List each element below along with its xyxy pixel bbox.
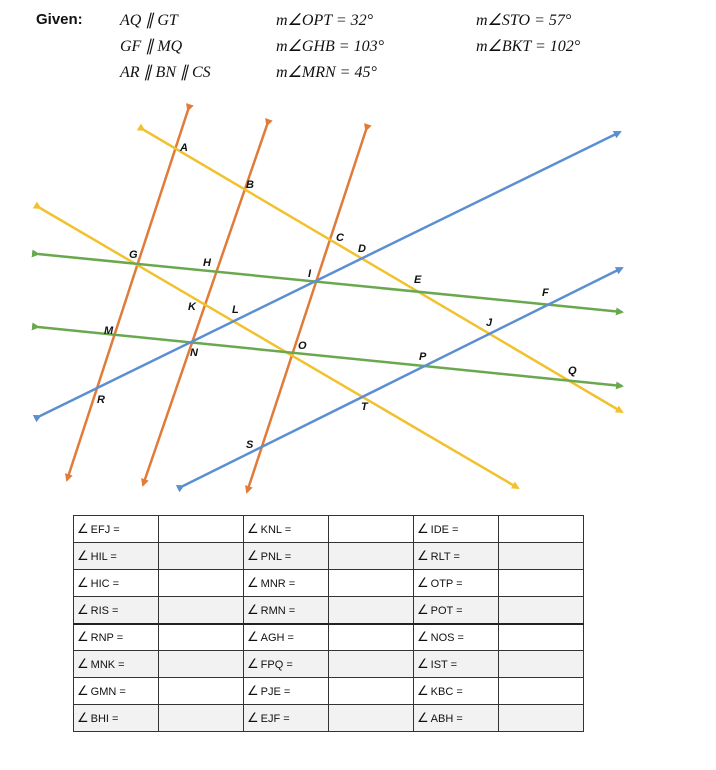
angle-label: IDE = xyxy=(430,524,459,536)
angle-label-cell xyxy=(74,597,159,624)
answer-cell[interactable] xyxy=(499,543,584,570)
angle-label-cell xyxy=(414,651,499,678)
geometry-figure xyxy=(0,100,716,500)
answer-cell[interactable] xyxy=(329,543,414,570)
angle-label-cell xyxy=(74,570,159,597)
angle-label: HIL = xyxy=(90,551,117,563)
angle-label: PJE = xyxy=(260,686,291,698)
answer-cell[interactable] xyxy=(159,516,244,543)
angle-label-cell xyxy=(414,570,499,597)
angle-symbol: ∠ xyxy=(417,656,429,671)
point-label-M: M xyxy=(104,325,114,337)
parallel-statement: AR ∥ BN ∥ CS xyxy=(120,64,211,81)
angle-label: ABH = xyxy=(430,713,463,725)
line-CS xyxy=(247,130,366,492)
answer-cell[interactable] xyxy=(159,624,244,651)
table-row xyxy=(74,597,584,624)
angle-label-cell xyxy=(414,543,499,570)
angle-measure: m∠MRN = 45° xyxy=(276,64,377,81)
point-label-G: G xyxy=(129,249,138,261)
angle-label: EJF = xyxy=(260,713,290,725)
point-label-E: E xyxy=(414,274,422,286)
answer-cell[interactable] xyxy=(499,624,584,651)
angle-label: RMN = xyxy=(260,604,296,617)
answer-cell[interactable] xyxy=(159,678,244,705)
angle-label: RLT = xyxy=(430,551,460,563)
angle-label-cell xyxy=(244,543,329,570)
angle-label: KNL = xyxy=(260,524,292,536)
angle-label: AGH = xyxy=(260,632,294,645)
angle-label: GMN = xyxy=(90,686,126,698)
angle-label-cell xyxy=(244,678,329,705)
angle-label-cell xyxy=(244,705,329,732)
answer-cell[interactable] xyxy=(159,705,244,732)
answer-cell[interactable] xyxy=(159,543,244,570)
angle-label: MNK = xyxy=(90,659,125,671)
point-label-O: O xyxy=(298,340,307,352)
angle-label: PNL = xyxy=(260,551,292,563)
parallel-statements xyxy=(120,8,270,86)
angle-symbol: ∠ xyxy=(417,521,429,536)
line-RI xyxy=(40,132,620,416)
point-label-T: T xyxy=(361,401,368,413)
answer-cell[interactable] xyxy=(329,516,414,543)
point-label-H: H xyxy=(203,257,211,269)
angle-label-cell xyxy=(244,651,329,678)
answer-cell[interactable] xyxy=(329,624,414,651)
answer-cell[interactable] xyxy=(329,651,414,678)
angle-answer-table xyxy=(73,515,584,732)
answer-cell[interactable] xyxy=(159,597,244,624)
point-label-P: P xyxy=(419,351,427,363)
point-label-K: K xyxy=(188,301,196,313)
point-label-F: F xyxy=(542,287,549,299)
angle-symbol: ∠ xyxy=(247,710,259,725)
angle-label: MNR = xyxy=(260,578,296,590)
angle-label: NOS = xyxy=(430,632,464,645)
angle-symbol: ∠ xyxy=(77,575,89,590)
angle-label-cell xyxy=(414,624,499,651)
angle-symbol: ∠ xyxy=(247,656,259,671)
angle-label: IST = xyxy=(430,659,458,671)
angle-label: POT = xyxy=(430,604,463,617)
angle-label-cell xyxy=(74,651,159,678)
point-label-Q: Q xyxy=(568,365,577,377)
angle-measure: m∠OPT = 32° xyxy=(276,12,374,29)
table-row xyxy=(74,543,584,570)
angle-symbol: ∠ xyxy=(77,548,89,563)
answer-cell[interactable] xyxy=(329,705,414,732)
point-label-L: L xyxy=(232,304,239,316)
angle-symbol: ∠ xyxy=(417,575,429,590)
table-row xyxy=(74,570,584,597)
angle-label: KBC = xyxy=(430,686,463,698)
angle-measure: m∠STO = 57° xyxy=(476,12,572,29)
point-label-I: I xyxy=(308,268,312,280)
angle-symbol: ∠ xyxy=(77,683,89,698)
angle-symbol: ∠ xyxy=(417,629,429,645)
angle-measure: m∠BKT = 102° xyxy=(476,38,581,55)
angle-symbol: ∠ xyxy=(417,683,429,698)
answer-cell[interactable] xyxy=(499,516,584,543)
answer-cell[interactable] xyxy=(499,651,584,678)
angle-symbol: ∠ xyxy=(417,548,429,563)
table-row xyxy=(74,516,584,543)
angle-label: RIS = xyxy=(90,604,119,617)
angle-symbol: ∠ xyxy=(417,710,429,725)
angle-label-cell xyxy=(414,516,499,543)
angle-symbol: ∠ xyxy=(247,601,259,617)
angle-symbol: ∠ xyxy=(77,629,89,645)
angle-symbol: ∠ xyxy=(247,575,259,590)
angle-label-cell xyxy=(74,678,159,705)
angle-label-cell xyxy=(244,624,329,651)
angle-symbol: ∠ xyxy=(77,521,89,536)
angle-symbol: ∠ xyxy=(77,710,89,725)
angle-label-cell xyxy=(414,678,499,705)
angle-symbol: ∠ xyxy=(247,548,259,563)
point-label-D: D xyxy=(358,243,366,255)
angle-label-cell xyxy=(74,624,159,651)
answer-cell[interactable] xyxy=(159,651,244,678)
point-label-S: S xyxy=(246,439,254,451)
point-label-N: N xyxy=(190,347,198,359)
angle-label-cell xyxy=(414,597,499,624)
angle-label: EFJ = xyxy=(90,524,120,536)
line-GT xyxy=(40,208,518,488)
angle-label: HIC = xyxy=(90,578,120,590)
angle-label-cell xyxy=(244,597,329,624)
angle-measures-col1 xyxy=(276,8,384,86)
angle-label-cell xyxy=(74,543,159,570)
point-label-B: B xyxy=(246,179,254,191)
angle-symbol: ∠ xyxy=(77,656,89,671)
answer-cell[interactable] xyxy=(499,678,584,705)
answer-cell[interactable] xyxy=(499,570,584,597)
angle-symbol: ∠ xyxy=(247,521,259,536)
angle-label: RNP = xyxy=(90,632,124,645)
angle-measures-col2 xyxy=(476,8,580,60)
angle-symbol: ∠ xyxy=(247,683,259,698)
answer-cell[interactable] xyxy=(329,597,414,624)
table-row xyxy=(74,651,584,678)
answer-cell[interactable] xyxy=(159,570,244,597)
answer-cell[interactable] xyxy=(499,597,584,624)
given-label: Given: xyxy=(36,11,83,28)
line-AR xyxy=(67,110,188,480)
answer-cell[interactable] xyxy=(329,570,414,597)
parallel-statement: AQ ∥ GT xyxy=(120,12,178,29)
angle-label-cell xyxy=(414,705,499,732)
angle-label: FPQ = xyxy=(260,659,293,671)
parallel-statement: GF ∥ MQ xyxy=(120,38,183,55)
table-row xyxy=(74,678,584,705)
angle-label: BHI = xyxy=(90,713,119,725)
angle-label-cell xyxy=(244,516,329,543)
point-label-A: A xyxy=(180,142,188,154)
angle-symbol: ∠ xyxy=(247,629,259,645)
angle-label-cell xyxy=(244,570,329,597)
answer-cell[interactable] xyxy=(499,705,584,732)
angle-symbol: ∠ xyxy=(417,601,429,617)
angle-measure: m∠GHB = 103° xyxy=(276,38,384,55)
line-SP xyxy=(183,268,622,486)
point-label-C: C xyxy=(336,232,344,244)
point-label-R: R xyxy=(97,394,105,406)
table-row xyxy=(74,705,584,732)
point-label-J: J xyxy=(486,317,493,329)
angle-label: OTP = xyxy=(430,578,463,590)
angle-symbol: ∠ xyxy=(77,601,89,617)
angle-label-cell xyxy=(74,516,159,543)
answer-cell[interactable] xyxy=(329,678,414,705)
angle-label-cell xyxy=(74,705,159,732)
table-row xyxy=(74,624,584,651)
